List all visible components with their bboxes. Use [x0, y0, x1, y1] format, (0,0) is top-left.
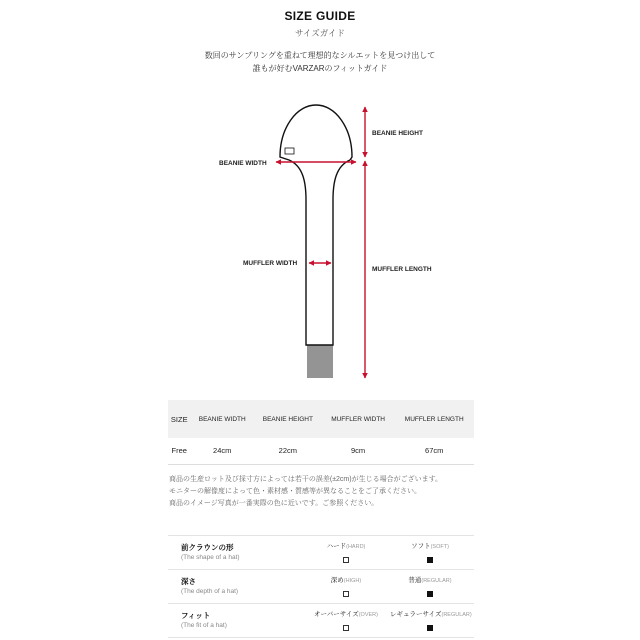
option-label: レギュラーサイズ: [390, 611, 442, 618]
table-cell: 67cm: [425, 446, 444, 456]
fit-option-regular: [390, 575, 470, 602]
description-line: 誰もが好むVARZARのフィットガイド: [252, 64, 388, 73]
option-label-en: (HIGH): [343, 578, 362, 584]
option-label-en: (REGULAR): [421, 578, 452, 584]
option-label-en: (HARD): [346, 544, 366, 550]
beanie-width-label: BEANIE WIDTH: [219, 160, 267, 167]
option-label: ソフト: [411, 543, 431, 550]
description-line: 数回のサンプリングを重ねて理想的なシルエットを見つけ出して: [204, 51, 436, 60]
muffler-length-label: MUFFLER LENGTH: [372, 266, 432, 273]
option-label-en: (REGULAR): [441, 612, 472, 618]
column-header: SIZE: [170, 414, 188, 424]
column-header: MUFFLER LENGTH: [404, 415, 464, 423]
muffler-width-label: MUFFLER WIDTH: [243, 260, 298, 267]
fit-label-en: (The depth of a hat): [181, 588, 239, 595]
fit-option-hard: [306, 541, 386, 568]
fit-label-en: (The shape of a hat): [181, 554, 240, 561]
fit-option-soft: [390, 541, 470, 568]
fit-row-fit: [168, 603, 474, 638]
table-row: [168, 438, 474, 464]
beanie-muffler-outline: [280, 105, 352, 345]
beanie-height-label: BEANIE HEIGHT: [372, 130, 423, 137]
table-cell: 9cm: [351, 446, 366, 456]
column-header: MUFFLER WIDTH: [331, 415, 386, 423]
page-title: SIZE GUIDE: [284, 9, 356, 23]
option-checkbox-checked: [427, 591, 433, 597]
fit-label-en: (The fit of a hat): [181, 622, 227, 629]
fit-guide: [168, 535, 474, 638]
fit-option-regular-size: [390, 609, 470, 636]
fit-label: フィット: [181, 611, 211, 620]
note-line: 商品のイメージ写真が一番実際の色に近いです。ご参照ください。: [169, 500, 379, 507]
option-checkbox: [343, 557, 349, 563]
fit-row-shape: [168, 535, 474, 569]
fit-label: 深さ: [181, 577, 196, 586]
table-cell: 22cm: [278, 446, 298, 456]
option-label-en: (SOFT): [430, 544, 449, 550]
option-label: オーバーサイズ: [314, 611, 359, 618]
size-table-header-row: [168, 400, 474, 438]
table-cell: Free: [171, 446, 187, 456]
option-checkbox-checked: [427, 557, 433, 563]
option-label: ハード: [326, 543, 347, 550]
column-header: BEANIE WIDTH: [198, 415, 246, 423]
size-notes: [169, 474, 442, 510]
option-label: 深め: [330, 577, 344, 584]
fit-label: 前クラウンの形: [181, 543, 234, 552]
option-label: 普通: [408, 577, 422, 584]
option-label-en: (OVER): [358, 612, 378, 618]
fit-option-high: [306, 575, 386, 602]
column-header: BEANIE HEIGHT: [262, 415, 313, 423]
table-cell: 24cm: [213, 446, 232, 456]
page-subtitle: サイズガイド: [294, 28, 346, 38]
size-table: [168, 400, 474, 465]
fringe: [308, 345, 332, 378]
note-line: モニターの解像度によって色・素材感・質感等が異なることをご了承ください。: [169, 488, 421, 495]
option-checkbox: [343, 625, 349, 631]
fit-row-depth: [168, 569, 474, 603]
option-checkbox-checked: [427, 625, 433, 631]
note-line: 商品の生産ロット及び採寸方によっては若干の誤差(±2cm)が生じる場合がございます。: [169, 476, 443, 483]
fit-option-over: [306, 609, 386, 636]
option-checkbox: [343, 591, 349, 597]
